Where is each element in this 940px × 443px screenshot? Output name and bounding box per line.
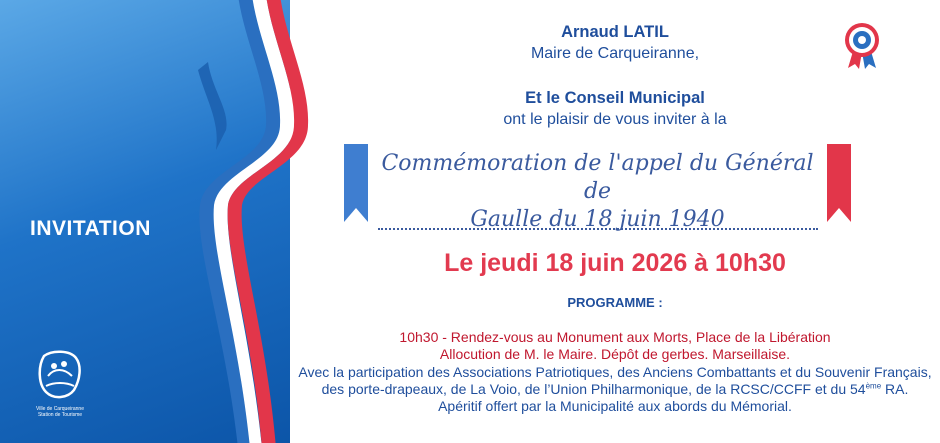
mayor-name: Arnaud LATIL — [561, 23, 669, 41]
event-date: Le jeudi 18 juin 2026 à 10h30 — [444, 249, 786, 277]
programme-line-main: des porte-drapeaux, de La Voio, de l’Union Philharmonique, de la RCSC/CCFF et du 54 — [321, 381, 866, 397]
logo-mark-icon — [30, 346, 90, 406]
invite-text: ont le plaisir de vous inviter à la — [503, 111, 727, 128]
programme-line — [290, 381, 940, 397]
ordinal-suffix: ème — [865, 381, 882, 391]
programme-line: Allocution de M. le Maire. Dépôt de gerbes. Marseillaise. — [439, 346, 791, 362]
programme-line-end: RA. — [881, 381, 909, 397]
invitation-label: INVITATION — [30, 217, 151, 240]
banner-ribbon-red — [827, 144, 851, 222]
mayor-title: Maire de Carqueiranne, — [530, 45, 700, 62]
programme-line: Avec la participation des Associations Patriotiques, des Anciens Combattants et du Souvenir Français, — [298, 364, 932, 380]
banner-ribbon-blue — [344, 144, 368, 222]
programme-line: Apéritif offert par la Municipalité aux abords du Mémorial. — [438, 398, 792, 414]
programme-heading: PROGRAMME : — [567, 295, 663, 310]
council-name: Et le Conseil Municipal — [525, 89, 705, 107]
event-title — [368, 150, 827, 234]
carqueiranne-logo — [30, 346, 90, 424]
event-title-line-1: Commémoration de l'appel du Général de — [381, 151, 814, 204]
logo-caption: Ville de Carqueiranne Station de Tourisme — [36, 406, 84, 418]
event-title-line-2: Gaulle du 18 juin 1940 — [470, 207, 725, 232]
dotted-divider — [378, 228, 818, 230]
programme-line: 10h30 - Rendez-vous au Monument aux Morts, Place de la Libération — [399, 329, 831, 345]
